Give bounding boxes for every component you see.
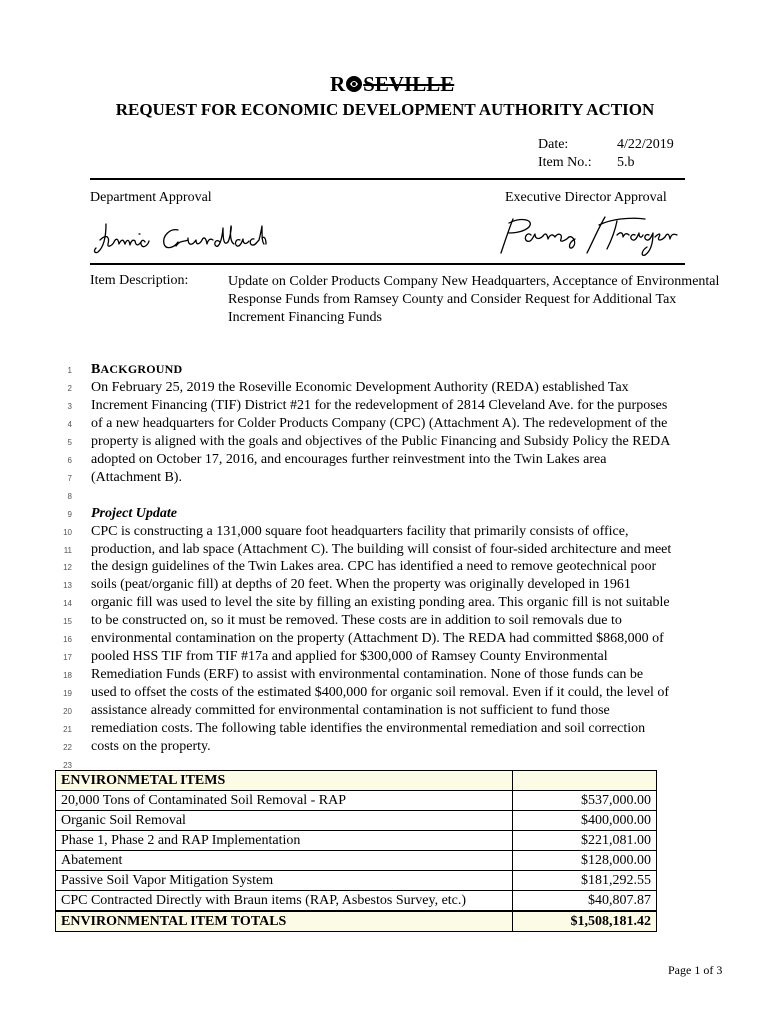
table-row: [56, 871, 657, 891]
amount-cell: $40,807.87: [513, 891, 657, 912]
line-number: 7: [67, 473, 72, 483]
item-description-text: Update on Colder Products Company New Headquarters, Acceptance of Environmental Response Funds from Ramsey County and Consider Request for Additional Tax Increment Financing Funds: [228, 274, 720, 325]
body-line: organic fill was used to level the site by filling an existing ponding area. This organic fill is not suitable: [91, 595, 670, 611]
table-total-row: [56, 911, 657, 932]
line-number: 13: [63, 581, 72, 591]
body-line: soils (peat/organic fill) at depths of 20 feet. When the property was originally developed in 1961: [91, 577, 631, 593]
line-number: 18: [63, 671, 72, 681]
line-number: 20: [63, 707, 72, 717]
line-number: 1: [67, 366, 72, 375]
roseville-logo: [330, 72, 480, 96]
line-number: 3: [67, 401, 72, 411]
body-line: the design guidelines of the Twin Lakes area. CPC has identified a need to remove geotechnical poor: [91, 559, 657, 575]
total-amount-cell: $1,508,181.42: [513, 911, 657, 932]
body-line: to be constructed on, so it must be removed. These costs are in addition to soil removals due to: [91, 613, 622, 629]
table-header-cell: ENVIRONMETAL ITEMS: [56, 771, 513, 791]
item-cell: Phase 1, Phase 2 and RAP Implementation: [56, 831, 513, 851]
table-row: [56, 791, 657, 811]
item-no-label: Item No.:: [538, 155, 592, 170]
item-cell: CPC Contracted Directly with Braun items (RAP, Asbestos Survey, etc.): [56, 891, 513, 912]
executive-approval-label: Executive Director Approval: [505, 190, 667, 205]
line-number: 10: [63, 527, 72, 537]
line-number: 9: [67, 509, 72, 519]
body-line: used to offset the costs of the estimated $400,000 for organic soil removal. Even if it could, the level of: [91, 685, 670, 701]
body-line: environmental contamination on the property (Attachment D). The REDA had committed $868,000 of: [91, 631, 664, 647]
project-update-heading: Project Update: [91, 505, 177, 521]
executive-signature: [495, 213, 680, 258]
item-cell: Passive Soil Vapor Mitigation System: [56, 871, 513, 891]
item-cell: Abatement: [56, 851, 513, 871]
table-row: [56, 851, 657, 871]
body-line: of a new headquarters for Colder Products Company (CPC) (Attachment A). The redevelopment of the: [91, 415, 668, 431]
line-number: 23: [63, 760, 72, 770]
department-approval-label: Department Approval: [90, 190, 212, 205]
environmental-items-table: [55, 770, 657, 932]
body-line: assistance already committed for environmental contamination is not sufficient to fund those: [91, 703, 610, 719]
item-no-value: 5.b: [617, 155, 635, 170]
body-line: property is aligned with the goals and objectives of the Public Financing and Subsidy Policy the REDA: [91, 433, 671, 449]
amount-cell: $537,000.00: [513, 791, 657, 811]
page-title: REQUEST FOR ECONOMIC DEVELOPMENT AUTHORITY ACTION: [115, 100, 655, 119]
body-line: adopted on October 17, 2016, and encourages further reinvestment into the Twin Lakes area: [91, 451, 607, 467]
top-divider: [90, 178, 685, 180]
line-number: 14: [63, 599, 72, 609]
body-line: CPC is constructing a 131,000 square foot headquarters facility that primarily consists of office,: [91, 523, 629, 539]
item-description-label: Item Description:: [90, 273, 189, 288]
table-header-row: [56, 771, 657, 791]
department-signature: [92, 218, 267, 258]
line-number: 5: [67, 437, 72, 447]
line-number: 2: [67, 383, 72, 393]
line-number: 15: [63, 617, 72, 627]
body-line: (Attachment B).: [91, 469, 182, 485]
body-line: Remediation Funds (ERF) to assist with environmental contamination. None of those funds can be: [91, 667, 644, 683]
table-row: [56, 891, 657, 912]
line-number: 6: [67, 455, 72, 465]
line-number: 21: [63, 725, 72, 734]
item-cell: Organic Soil Removal: [56, 811, 513, 831]
body-line: remediation costs. The following table identifies the environmental remediation and soil correction: [91, 721, 646, 736]
table-row: [56, 811, 657, 831]
line-number: 11: [63, 545, 72, 555]
body-line: On February 25, 2019 the Roseville Economic Development Authority (REDA) established Tax: [91, 379, 629, 395]
amount-cell: $221,081.00: [513, 831, 657, 851]
body-line: costs on the property.: [91, 738, 211, 754]
line-number: 8: [67, 491, 72, 501]
line-number: 19: [63, 689, 72, 699]
page-number: Page 1 of 3: [668, 963, 723, 977]
middle-divider: [90, 263, 685, 265]
table-header-amount-cell: [513, 771, 657, 791]
background-heading: BACKGROUND: [91, 362, 183, 377]
line-number: 22: [63, 742, 72, 752]
body-line: pooled HSS TIF from TIF #17a and applied for $300,000 of Ramsey County Environmental: [91, 649, 608, 665]
date-value: 4/22/2019: [617, 137, 674, 152]
logo-text-start: R: [330, 72, 346, 96]
amount-cell: $400,000.00: [513, 811, 657, 831]
amount-cell: $181,292.55: [513, 871, 657, 891]
logo-text-end: SEVILLE: [363, 72, 455, 96]
amount-cell: $128,000.00: [513, 851, 657, 871]
date-label: Date:: [538, 137, 569, 152]
item-cell: 20,000 Tons of Contaminated Soil Removal - RAP: [56, 791, 513, 811]
body-line: Increment Financing (TIF) District #21 for the redevelopment of 2814 Cleveland Ave. for the purposes: [91, 397, 668, 413]
line-number: 17: [63, 653, 72, 663]
line-number: 12: [63, 563, 72, 573]
table-row: [56, 831, 657, 851]
line-number: 4: [67, 419, 72, 429]
body-line: production, and lab space (Attachment C). The building will consist of four-sided architecture and meet: [91, 541, 672, 557]
total-label-cell: ENVIRONMENTAL ITEM TOTALS: [56, 911, 513, 932]
line-number: 16: [63, 635, 72, 645]
rose-icon: [345, 74, 363, 92]
